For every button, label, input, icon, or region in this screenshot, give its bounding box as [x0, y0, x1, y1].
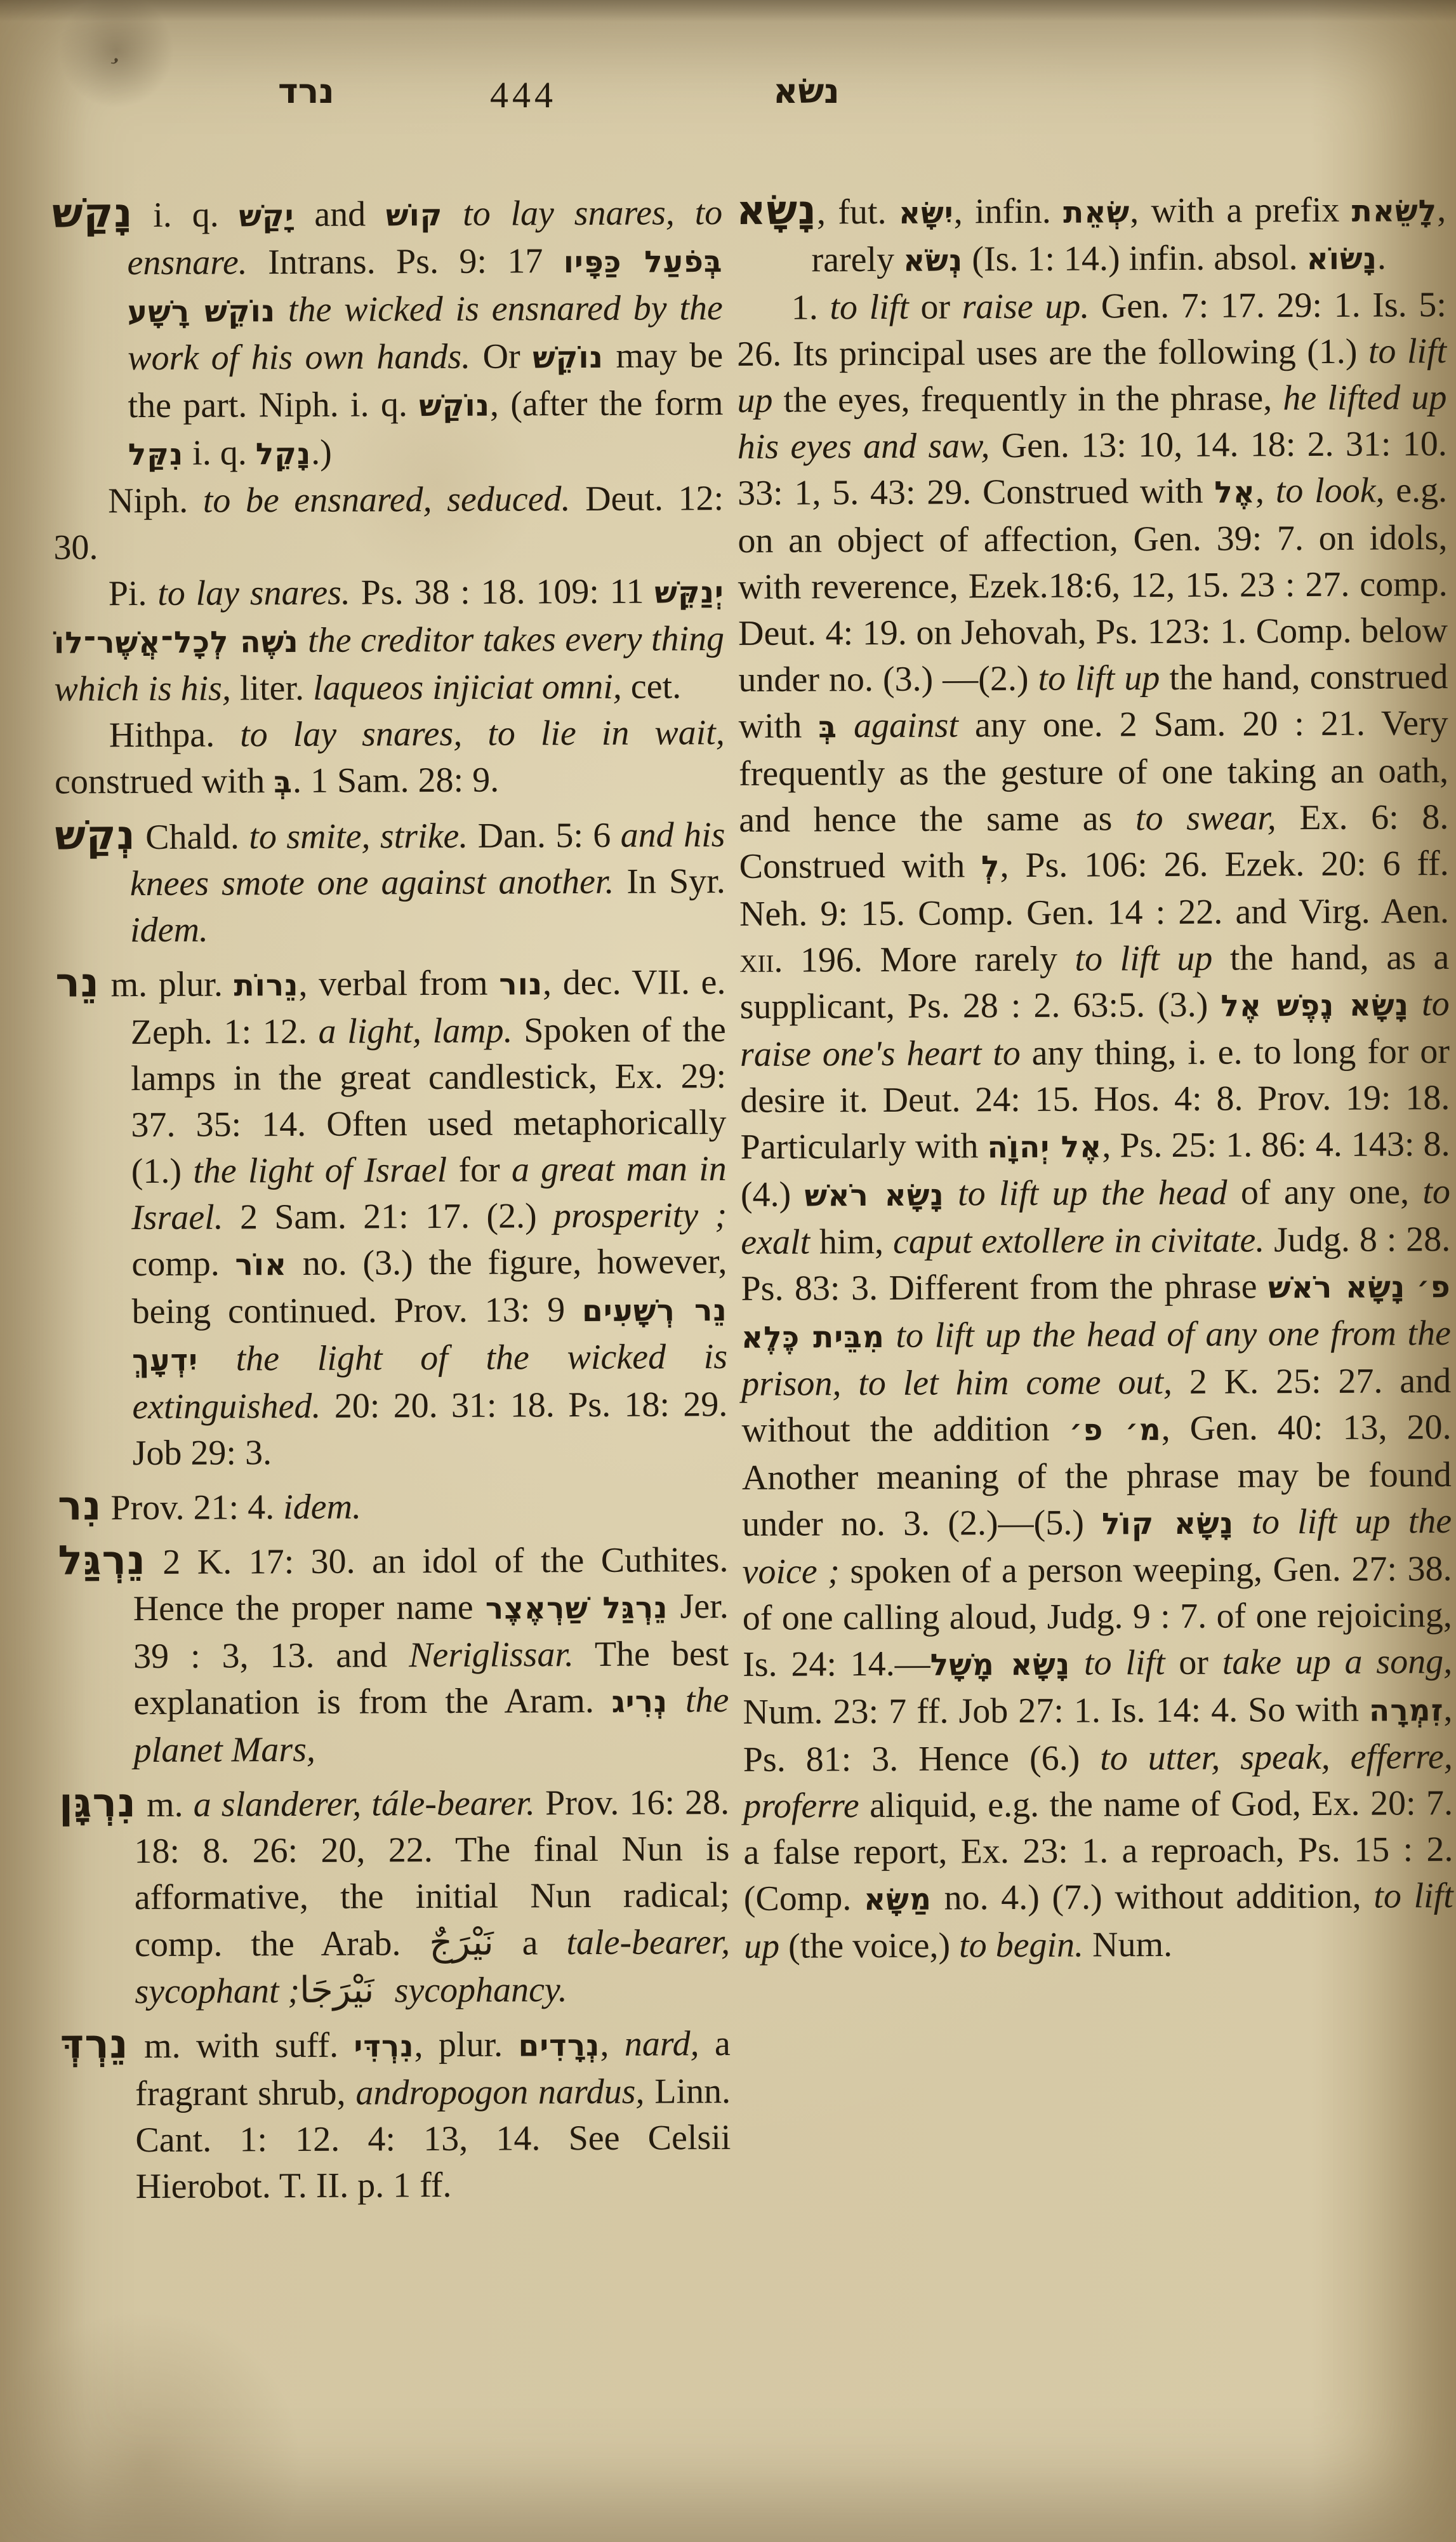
roman-text: of any one,	[1227, 1172, 1423, 1213]
guide-word-right: נשׂא	[773, 71, 840, 111]
roman-text: liter.	[230, 668, 314, 709]
italic-text: to lift up	[1038, 658, 1160, 698]
roman-text: Ps. 38 : 18. 109: 11	[350, 571, 655, 613]
roman-text: m. with suff.	[128, 2025, 354, 2066]
italic-text: to lift up	[737, 331, 1447, 420]
roman-text: any one. 2 Sam. 20 : 21. Very frequently as the gesture of one taking an oath, and hence the same as	[738, 703, 1449, 840]
ink-speck: ’	[98, 50, 125, 83]
hebrew-text: נוֹקֵשׁ	[533, 340, 604, 376]
italic-text: caput extollere in civitate.	[892, 1220, 1265, 1261]
roman-text: for	[447, 1150, 512, 1190]
hebrew-text: לָשֵׂאת	[1351, 194, 1438, 229]
roman-text: cet.	[621, 667, 682, 707]
italic-text: and his knees smote one against another.	[129, 815, 725, 904]
roman-text: no. (3.) the figure, however, being continued. Prov. 13: 9	[131, 1242, 727, 1332]
hebrew-text: נֵר רְשָׁעִים יִדְעָךְ	[131, 1293, 727, 1379]
hebrew-headword: נִרְגָּן	[58, 1780, 137, 1827]
page-number: 444	[490, 74, 557, 116]
roman-text: Spoken of the lamps in the great candlestick, Ex. 29: 37. 35: 14. Often used metaphorically (1.)	[130, 1010, 727, 1192]
roman-text: aliquid, e.g. the name of God, Ex. 20: 7. a false report, Ex. 23: 1. a reproach, Ps. 15 : 2. (Comp.	[743, 1783, 1453, 1919]
roman-text: i. q.	[133, 195, 239, 236]
hebrew-text: נְשֹׂא	[903, 243, 963, 279]
hebrew-text: בְּ	[818, 710, 838, 745]
hebrew-text: נָשָׂא קוֹל	[1101, 1506, 1234, 1542]
hebrew-headword: נֵרְדְּ	[60, 2021, 129, 2068]
entry-sub-paragraph	[53, 476, 724, 571]
italic-text: andropogon nardus,	[355, 2072, 645, 2113]
hebrew-text: נוֹקַשׁ	[419, 388, 491, 424]
hebrew-text: אֶל	[1214, 475, 1256, 510]
roman-text: Pi.	[108, 573, 158, 614]
running-head	[0, 71, 1456, 128]
italic-text: to lift up the head of any one from the prison, to let him come out,	[741, 1314, 1452, 1404]
italic-text: the light of Israel	[193, 1150, 447, 1191]
entry-sub-paragraph	[737, 282, 1454, 1970]
roman-text: the hand, construed with	[738, 657, 1448, 746]
lexicon-entry	[736, 185, 1446, 285]
roman-text: any thing, i. e. to long for or desire it. Deut. 24: 15. Hos. 4: 8. Prov. 19: 18. Particularly with	[740, 1032, 1450, 1167]
hebrew-text: יְנַקֵּשׁ נֹשֶׁה לְכָל־אֲשֶׁר־לוֹ	[53, 575, 724, 661]
roman-text: , Ps. 25: 1. 86: 4. 143: 8. (4.)	[740, 1124, 1450, 1214]
roman-text: , fut.	[816, 192, 899, 232]
roman-text: , plur.	[414, 2025, 519, 2065]
italic-text: tale-bearer, sycophant ;	[135, 1922, 731, 2012]
italic-text: to lift up	[743, 1876, 1453, 1966]
roman-text: Ex. 6: 8. Construed with	[739, 797, 1449, 886]
italic-text: Neriglissar.	[408, 1635, 574, 1675]
hebrew-text: יִשָּׂא	[898, 196, 954, 231]
hebrew-headword: נֵר	[55, 959, 100, 1007]
roman-text: , (after the form	[489, 383, 724, 424]
italic-text: a light, lamp.	[318, 1011, 513, 1051]
hebrew-text: נור	[499, 967, 543, 1002]
hebrew-text: נֵרְגַּל שַׁרְאֶצֶר	[485, 1590, 668, 1627]
italic-text: against	[837, 705, 959, 746]
italic-text: to exalt	[741, 1172, 1451, 1262]
italic-text: take up a song,	[1222, 1642, 1453, 1682]
hebrew-text: יָקַשׁ	[239, 198, 295, 234]
roman-text: , Ps. 81: 3. Hence (6.)	[743, 1689, 1453, 1780]
roman-text: comp.	[131, 1244, 235, 1284]
hebrew-headword: נְקַשׁ	[55, 812, 136, 860]
roman-text: Gen. 13: 10, 14. 18: 2. 31: 10. 33: 1, 5. 43: 29. Construed with	[737, 424, 1447, 513]
italic-text: a great man in Israel.	[131, 1149, 727, 1238]
roman-text: , Ps. 106: 26. Ezek. 20: 6 ff. Neh. 9: 15. Comp. Gen. 14 : 22. and Virg. Aen.	[739, 844, 1450, 934]
italic-text: idem.	[129, 910, 209, 950]
italic-text: to lay snares, to lie in wait,	[240, 713, 725, 755]
roman-text: , Gen. 40: 13, 20. Another meaning of the phrase may be found under no. 3. (2.)—(5.)	[741, 1407, 1452, 1544]
hebrew-text: שְׂאֵת	[1063, 195, 1130, 230]
hebrew-text: מ׳ פ׳	[1069, 1413, 1161, 1448]
roman-text: ,	[1255, 471, 1276, 511]
roman-text: 20: 20. 31: 18. Ps. 18: 29. Job 29: 3.	[132, 1385, 728, 1474]
italic-text: he lifted up his eyes and saw,	[737, 378, 1447, 467]
italic-text: the wicked is ensnared by the work of his own hands.	[128, 288, 723, 378]
roman-text: m. plur.	[99, 964, 234, 1005]
italic-text: to lay snares, to ensnare.	[127, 193, 723, 283]
hebrew-text: פ׳ מִבֵּית כֶּלֶא	[741, 1270, 1451, 1355]
hebrew-text: נִרְדִּי	[354, 2029, 414, 2065]
roman-text: Intrans. Ps. 9: 17	[247, 241, 564, 283]
hebrew-text: נְרִיג	[611, 1684, 668, 1720]
hebrew-text: בְּ	[274, 765, 293, 801]
roman-text: spoken of a person weeping, Gen. 27: 38. of one calling aloud, Judg. 9 : 7. of one rejoicing, Is. 24: 14.—	[742, 1549, 1452, 1684]
hebrew-headword: נָשָׂא	[736, 187, 817, 234]
roman-text: 2 Sam. 21: 17. (2.)	[223, 1196, 554, 1237]
italic-text: to swear,	[1135, 798, 1276, 839]
roman-text	[1405, 1266, 1417, 1305]
italic-text: to look,	[1275, 470, 1385, 511]
hebrew-text: נָשָׂא רֹאשׁ	[804, 1178, 944, 1214]
hebrew-text: לְ	[981, 849, 1000, 885]
italic-text: to lift	[830, 287, 909, 328]
italic-text: the planet Mars,	[133, 1680, 729, 1771]
roman-text: a	[493, 1923, 567, 1963]
italic-text: to smite, strike.	[249, 816, 468, 857]
lexicon-entry	[58, 1481, 728, 1532]
roman-text: , with a prefix	[1130, 190, 1352, 231]
roman-text: Jer. 39 : 3, 13. and	[133, 1587, 729, 1677]
hebrew-text: אוֹר	[235, 1248, 288, 1283]
roman-text: Num.	[1083, 1924, 1173, 1965]
roman-text: ,	[600, 2024, 625, 2064]
hebrew-text: קוֹשׁ	[385, 197, 443, 234]
hebrew-text: נִקַּל	[128, 437, 184, 473]
roman-text: him,	[809, 1221, 894, 1262]
smallcaps-text: xii.	[739, 940, 783, 980]
roman-text: the eyes, frequently in the phrase,	[772, 378, 1283, 420]
roman-text: or	[1165, 1642, 1222, 1683]
roman-text: the hand, as a supplicant, Ps. 28 : 2. 63:5. (3.)	[739, 938, 1450, 1027]
italic-text: to raise one's heart to	[739, 984, 1450, 1074]
roman-text: and	[294, 194, 387, 234]
arabic-text: نَيْرَجٌ	[429, 1921, 494, 1964]
lexicon-entry	[58, 1535, 729, 1774]
left-column	[52, 188, 731, 2211]
hebrew-text: נָשָׂא מָשָׁל	[930, 1647, 1071, 1683]
roman-text: Judg. 8 : 28. Ps. 83: 3. Different from the phrase	[741, 1220, 1451, 1308]
arabic-text: نَيْرَجَا	[299, 1969, 386, 2011]
hebrew-text: נָשׂוֹא	[1306, 241, 1378, 277]
italic-text: nard,	[624, 2024, 699, 2064]
roman-text: Or	[470, 336, 533, 376]
italic-text: to lay snares.	[157, 573, 351, 613]
roman-text: (Is. 1: 14.) infin. absol.	[963, 238, 1307, 279]
lexicon-entry	[52, 188, 724, 479]
italic-text: raise up.	[962, 286, 1090, 327]
hebrew-text: אֶל יְהוָֹה	[987, 1129, 1102, 1166]
text-block	[0, 185, 1456, 2207]
hebrew-text: נָקֵל	[255, 436, 312, 472]
hebrew-headword: נִר	[57, 1482, 102, 1530]
italic-text: to utter, speak, efferre, proferre	[743, 1737, 1453, 1826]
roman-text: m.	[136, 1785, 194, 1825]
roman-text: Niph.	[108, 481, 203, 521]
roman-text: i. q.	[183, 433, 256, 473]
italic-text: a slanderer, tále-bearer.	[193, 1783, 536, 1825]
roman-text: Prov. 21: 4.	[102, 1487, 284, 1528]
roman-text: In Syr.	[614, 862, 725, 902]
italic-text: laqueos injiciat omni,	[312, 667, 622, 708]
italic-text: the light of the wicked is extinguished.	[132, 1337, 728, 1427]
italic-text: to begin.	[958, 1925, 1084, 1966]
roman-text: . 1 Sam. 28: 9.	[292, 760, 500, 801]
lexicon-entry	[55, 957, 728, 1477]
roman-text: 2 K. 17: 30. an idol of the Cuthites. Hence the proper name	[133, 1540, 729, 1629]
italic-text: to lift up the head	[944, 1173, 1228, 1214]
hebrew-headword: נֵרְגַּל	[58, 1537, 147, 1585]
hebrew-text: זִמְרָה	[1368, 1693, 1444, 1729]
italic-text: idem.	[283, 1487, 362, 1527]
roman-text: (the voice,)	[779, 1926, 960, 1966]
roman-text: construed with	[54, 761, 274, 802]
roman-text: may be the part. Niph. i. q.	[128, 336, 724, 426]
lexicon-entry	[60, 2019, 731, 2211]
roman-text: e.g. on an object of affection, Gen. 39: 7. on idols, with reverence, Ezek.18:6, 12, 15. 23 : 27. comp. Deut. 4: 19. on Jehovah, Ps. 123: 1. Comp. below under no. (3.) —(2.)	[738, 470, 1448, 700]
hebrew-text: נֵרוֹת	[234, 968, 299, 1004]
roman-text: Dan. 5: 6	[468, 815, 621, 856]
lexicon-entry	[55, 810, 725, 954]
roman-text: The best explanation is from the Aram.	[133, 1634, 729, 1723]
roman-text: Num. 23: 7 ff. Job 27: 1. Is. 14: 4. So with	[743, 1689, 1370, 1732]
roman-text: 196. More rarely	[783, 939, 1075, 980]
hebrew-text: בְּפֹעַל כַּפָּיו נוֹקֵשׁ רָשָׁע	[127, 244, 723, 330]
roman-text: Deut. 12: 30.	[53, 479, 724, 568]
roman-text: Chald.	[135, 817, 249, 858]
italic-text: to lift up the voice ;	[742, 1501, 1452, 1592]
roman-text: 2 K. 25: 27. and without the addition	[741, 1361, 1452, 1450]
roman-text: Linn. Cant. 1: 12. 4: 13, 14. See Celsii Hierobot. T. II. p. 1 ff.	[135, 2072, 731, 2207]
hebrew-text: מַשָּׂא	[863, 1882, 932, 1918]
italic-text: prosperity ;	[553, 1195, 727, 1236]
roman-text: a fragrant shrub,	[135, 2024, 731, 2114]
roman-text: Hithpa.	[109, 715, 241, 755]
italic-text: to lift up	[1075, 938, 1213, 979]
roman-text: Prov. 16: 28. 18: 8. 26: 20, 22. The final Nun is afformative, the initial Nun radical; comp. the Arab.	[134, 1783, 730, 1965]
italic-text: sycophancy.	[385, 1970, 567, 2011]
italic-text: to be ensnared, seduced.	[202, 479, 571, 521]
hebrew-text: נָשָׂא נֶפֶשׁ אֶל	[1221, 988, 1410, 1024]
roman-text: no. 4.) (7.) without addition,	[931, 1876, 1374, 1918]
roman-text: , infin.	[953, 191, 1064, 232]
lexicon-entry	[59, 1778, 731, 2016]
roman-text: .	[1377, 237, 1387, 277]
roman-text: , verbal from	[298, 963, 500, 1004]
roman-text: Gen. 7: 17. 29: 1. Is. 5: 26. Its principal uses are the following (1.)	[737, 285, 1446, 374]
roman-text: 1.	[791, 288, 830, 328]
roman-text: , rarely	[811, 190, 1446, 280]
hebrew-headword: נָקַשׁ	[52, 190, 133, 237]
italic-text: to lift	[1070, 1643, 1165, 1683]
roman-text: or	[908, 287, 962, 327]
right-column	[736, 185, 1453, 1970]
italic-text: the creditor takes every thing which is his,	[54, 619, 725, 709]
roman-text: .)	[311, 432, 332, 472]
entry-sub-paragraph	[54, 568, 725, 713]
roman-text: , dec. VII. e. Zeph. 1: 12.	[130, 962, 726, 1053]
hebrew-text: נָשָׂא רֹאשׁ	[1267, 1270, 1406, 1306]
guide-word-left: נרד	[278, 71, 334, 111]
hebrew-text: נְרָדִים	[518, 2028, 600, 2064]
entry-sub-paragraph	[55, 710, 725, 807]
